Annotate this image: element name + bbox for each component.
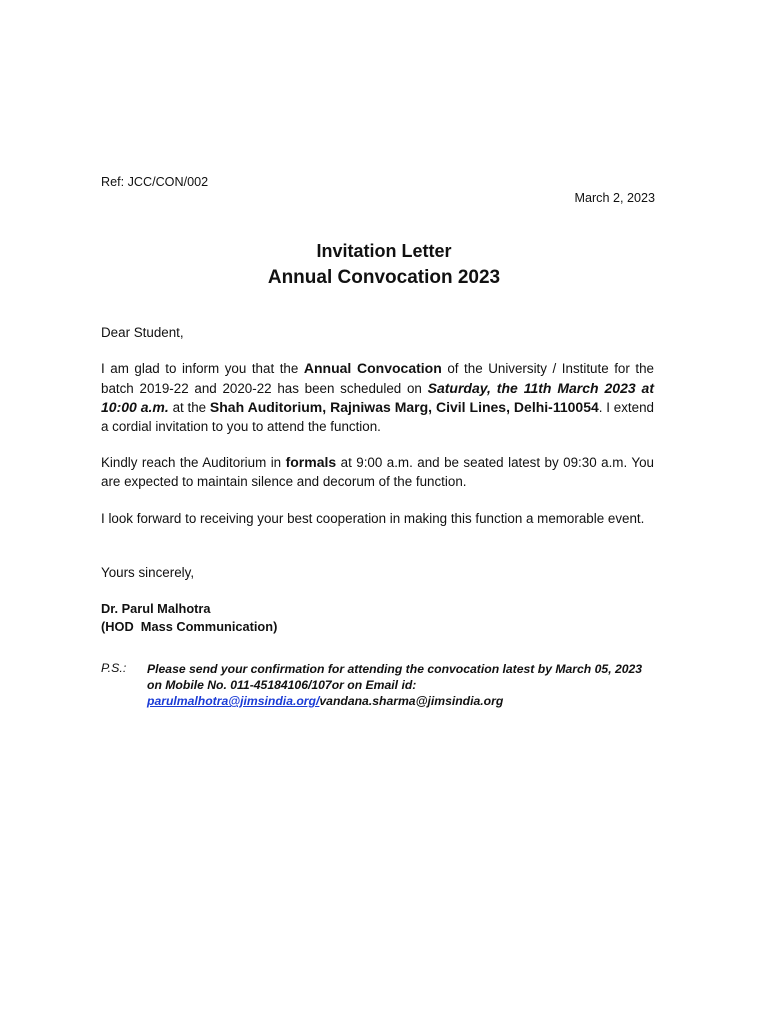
ps-body xyxy=(147,661,657,709)
p1-text-2: of the University / Institute for the batch 2019-22 and 2020-22 has been scheduled on xyxy=(101,361,654,396)
letter-title xyxy=(0,238,768,292)
letter-date: March 2, 2023 xyxy=(574,191,655,205)
paragraph-closing-note: I look forward to receiving your best cooperation in making this function a memorable event. xyxy=(101,511,645,526)
signature-block xyxy=(101,600,277,636)
paragraph-invitation xyxy=(101,359,654,436)
paragraph-instructions xyxy=(101,453,654,491)
signatory-title: (HOD Mass Communication) xyxy=(101,619,278,634)
ps-email-2: vandana.sharma@jimsindia.org xyxy=(319,694,504,708)
p1-text-4: . I extend a cordial invitation to you to attend the function. xyxy=(101,400,654,434)
p1-event-datetime: Saturday, the 11th March 2023 at 10:00 a.m. xyxy=(101,379,654,415)
p1-event-name: Annual Convocation xyxy=(303,360,442,376)
p2-text-1: Kindly reach the Auditorium in xyxy=(101,455,286,470)
ps-text: Please send your confirmation for attending the convocation latest by March 05, 2023 on Mobile No. 011-45184106/107or on Email id: xyxy=(147,662,643,692)
ps-email-link[interactable]: parulmalhotra@jimsindia.org/ xyxy=(147,694,320,708)
p2-text-2: at 9:00 a.m. and be seated latest by 09:30 a.m. You are expected to maintain silence and decorum of the function. xyxy=(101,455,654,489)
p1-text-1: I am glad to inform you that the xyxy=(101,361,304,376)
p1-venue: Shah Auditorium, Rajniwas Marg, Civil Lines, Delhi-110054 xyxy=(209,399,599,415)
ps-label: P.S.: xyxy=(101,661,127,675)
reference-number: Ref: JCC/CON/002 xyxy=(101,175,209,189)
salutation: Dear Student, xyxy=(101,325,184,340)
p2-dress-code: formals xyxy=(285,454,337,470)
title-line-2: Annual Convocation 2023 xyxy=(267,267,501,288)
title-line-1: Invitation Letter xyxy=(316,241,452,261)
signatory-name: Dr. Parul Malhotra xyxy=(101,601,211,616)
closing-phrase: Yours sincerely, xyxy=(101,565,195,580)
p1-text-3: at the xyxy=(168,400,210,415)
